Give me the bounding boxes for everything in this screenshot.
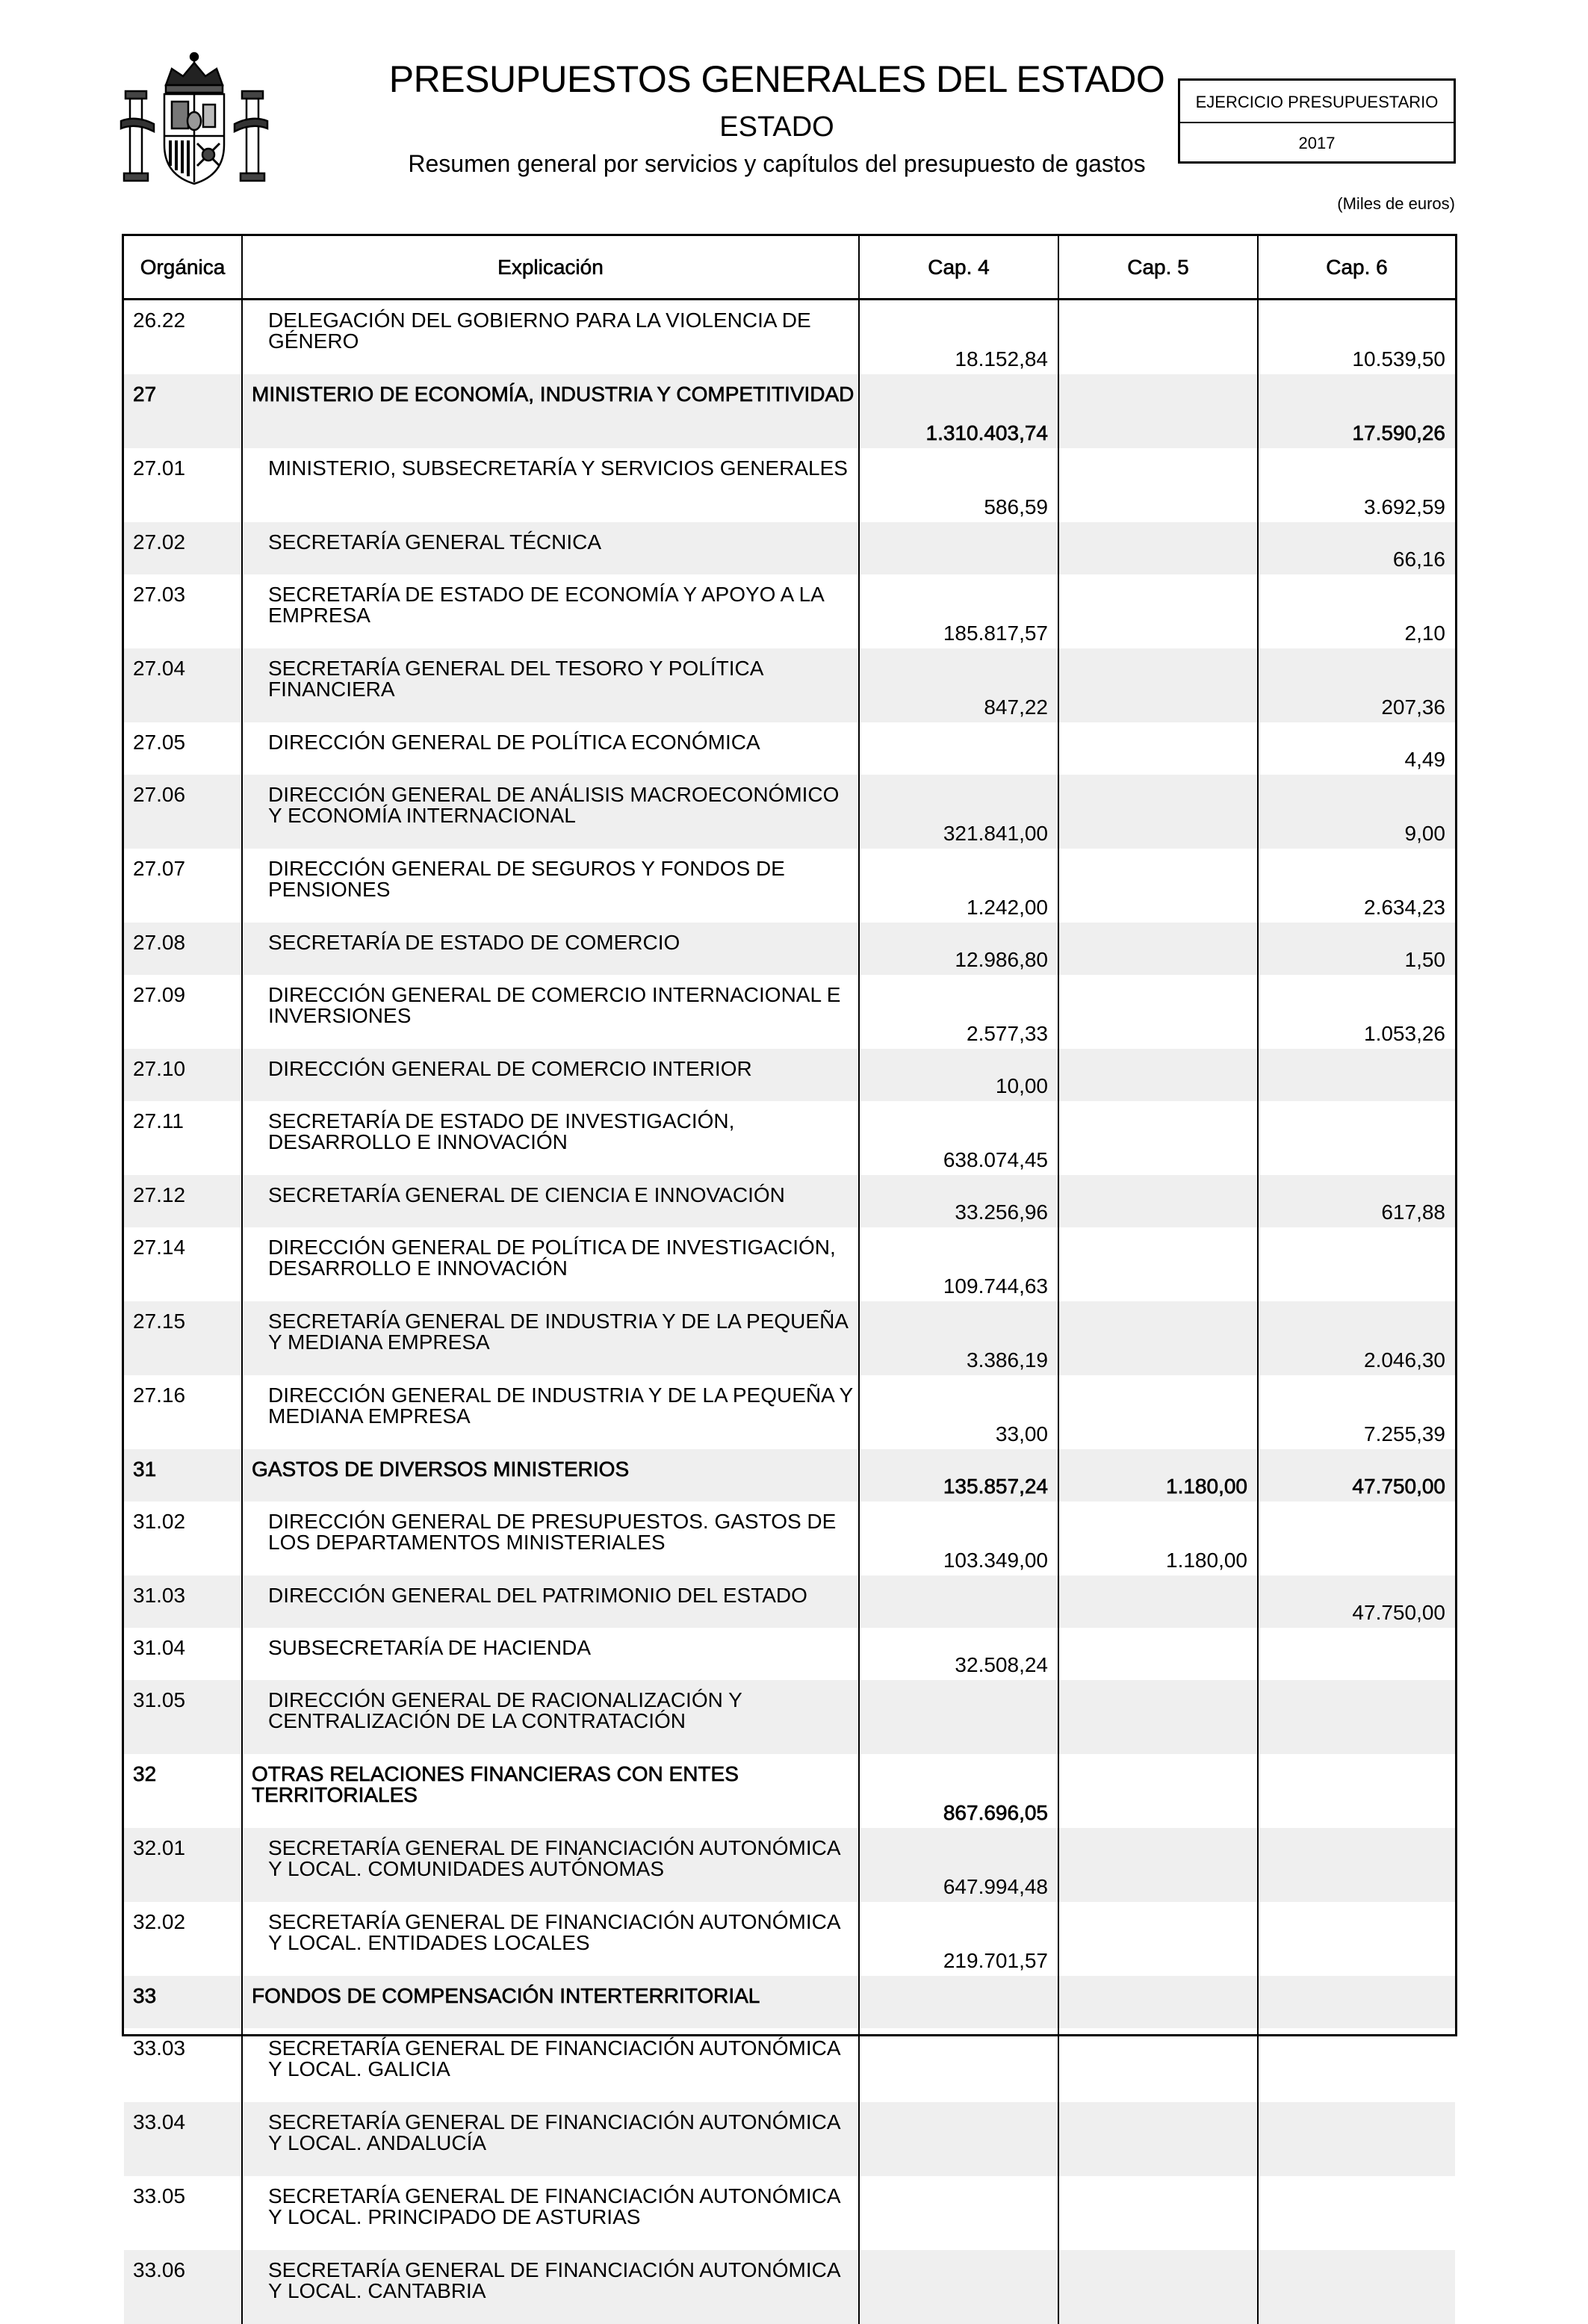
cell-organica: 27.02 [124,522,242,574]
cell-explicacion: SECRETARÍA GENERAL DE FINANCIACIÓN AUTONÓMICA Y LOCAL. ANDALUCÍA [242,2102,859,2176]
cell-cap6: 1,50 [1258,923,1455,975]
cell-cap4 [859,722,1058,775]
cell-cap4 [859,522,1058,574]
cell-cap4: 109.744,63 [859,1227,1058,1301]
cell-cap5 [1058,1754,1258,1828]
cell-cap4: 135.857,24 [859,1449,1058,1502]
table-row [124,2028,1455,2102]
cell-organica: 27.09 [124,975,242,1049]
cell-cap5 [1058,1828,1258,1902]
units-note: (Miles de euros) [1337,194,1455,214]
document-subtitle: Resumen general por servicios y capítulos del presupuesto de gastos [269,149,1285,178]
cell-cap6 [1258,1902,1455,1976]
cell-explicacion: SECRETARÍA GENERAL TÉCNICA [242,522,859,574]
table-row [124,574,1455,648]
cell-explicacion: DIRECCIÓN GENERAL DE ANÁLISIS MACROECONÓMICO Y ECONOMÍA INTERNACIONAL [242,775,859,849]
cell-explicacion: DIRECCIÓN GENERAL DE SEGUROS Y FONDOS DE PENSIONES [242,849,859,923]
cell-explicacion: SECRETARÍA DE ESTADO DE ECONOMÍA Y APOYO A LA EMPRESA [242,574,859,648]
cell-cap4: 103.349,00 [859,1502,1058,1575]
cell-cap5 [1058,849,1258,923]
cell-explicacion: DIRECCIÓN GENERAL DE COMERCIO INTERIOR [242,1049,859,1101]
cell-cap4 [859,2102,1058,2176]
cell-cap5: 1.180,00 [1058,1502,1258,1575]
cell-organica: 32.02 [124,1902,242,1976]
cell-organica: 27.01 [124,448,242,522]
cell-organica: 33 [124,1976,242,2028]
table-row [124,374,1455,448]
cell-cap5 [1058,574,1258,648]
table-row [124,1375,1455,1449]
cell-explicacion: DIRECCIÓN GENERAL DE COMERCIO INTERNACIONAL E INVERSIONES [242,975,859,1049]
table-row [124,2102,1455,2176]
cell-organica: 31.05 [124,1680,242,1754]
cell-explicacion: DIRECCIÓN GENERAL DE POLÍTICA DE INVESTIGACIÓN, DESARROLLO E INNOVACIÓN [242,1227,859,1301]
cell-cap5 [1058,2102,1258,2176]
table-row [124,2176,1455,2250]
table-row [124,1575,1455,1628]
cell-cap6: 207,36 [1258,648,1455,722]
cell-cap5 [1058,374,1258,448]
cell-cap4: 33,00 [859,1375,1058,1449]
cell-explicacion: SECRETARÍA GENERAL DE INDUSTRIA Y DE LA PEQUEÑA Y MEDIANA EMPRESA [242,1301,859,1375]
cell-cap4: 10,00 [859,1049,1058,1101]
table-row [124,1101,1455,1175]
cell-cap4 [859,2250,1058,2324]
table-row [124,1628,1455,1680]
cell-cap6: 2.046,30 [1258,1301,1455,1375]
cell-cap5 [1058,648,1258,722]
cell-explicacion: DIRECCIÓN GENERAL DE RACIONALIZACIÓN Y CENTRALIZACIÓN DE LA CONTRATACIÓN [242,1680,859,1754]
column-header-cap4: Cap. 4 [859,236,1058,300]
cell-explicacion: SECRETARÍA GENERAL DE FINANCIACIÓN AUTONÓMICA Y LOCAL. ENTIDADES LOCALES [242,1902,859,1976]
cell-organica: 27.15 [124,1301,242,1375]
cell-cap4: 2.577,33 [859,975,1058,1049]
cell-organica: 27.06 [124,775,242,849]
cell-cap6: 2.634,23 [1258,849,1455,923]
cell-cap6 [1258,1502,1455,1575]
cell-organica: 32 [124,1754,242,1828]
cell-organica: 31.03 [124,1575,242,1628]
cell-cap5 [1058,448,1258,522]
cell-explicacion: SECRETARÍA DE ESTADO DE COMERCIO [242,923,859,975]
cell-cap5 [1058,1049,1258,1101]
table-row [124,849,1455,923]
cell-cap6 [1258,1101,1455,1175]
table-row [124,448,1455,522]
cell-cap5 [1058,522,1258,574]
cell-explicacion: MINISTERIO, SUBSECRETARÍA Y SERVICIOS GENERALES [242,448,859,522]
budget-table-frame [122,234,1457,2036]
cell-cap4: 32.508,24 [859,1628,1058,1680]
cell-organica: 32.01 [124,1828,242,1902]
table-row [124,1227,1455,1301]
cell-cap6 [1258,2176,1455,2250]
cell-organica: 33.06 [124,2250,242,2324]
cell-cap5 [1058,1375,1258,1449]
column-header-cap5: Cap. 5 [1058,236,1258,300]
cell-cap6 [1258,1628,1455,1680]
column-header-explicacion: Explicación [242,236,859,300]
cell-cap4: 33.256,96 [859,1175,1058,1227]
cell-organica: 27.08 [124,923,242,975]
cell-cap4 [859,1680,1058,1754]
cell-organica: 33.05 [124,2176,242,2250]
cell-organica: 27.03 [124,574,242,648]
table-header-row [124,236,1455,300]
table-row [124,1680,1455,1754]
cell-cap5 [1058,1301,1258,1375]
cell-cap6 [1258,1754,1455,1828]
cell-explicacion: FONDOS DE COMPENSACIÓN INTERTERRITORIAL [242,1976,859,2028]
cell-cap6 [1258,2102,1455,2176]
table-row [124,1449,1455,1502]
cell-explicacion: DIRECCIÓN GENERAL DE PRESUPUESTOS. GASTOS DE LOS DEPARTAMENTOS MINISTERIALES [242,1502,859,1575]
cell-cap6: 17.590,26 [1258,374,1455,448]
table-row [124,1976,1455,2028]
cell-cap4: 185.817,57 [859,574,1058,648]
cell-cap6 [1258,1049,1455,1101]
cell-organica: 27.12 [124,1175,242,1227]
cell-cap4: 647.994,48 [859,1828,1058,1902]
cell-cap6: 9,00 [1258,775,1455,849]
cell-cap5 [1058,300,1258,375]
cell-cap6 [1258,1976,1455,2028]
cell-explicacion: GASTOS DE DIVERSOS MINISTERIOS [242,1449,859,1502]
cell-cap5 [1058,1575,1258,1628]
table-row [124,1902,1455,1976]
table-row [124,775,1455,849]
table-body [124,300,1455,2324]
fiscal-year-label: EJERCICIO PRESUPUESTARIO [1180,81,1454,123]
cell-cap4: 18.152,84 [859,300,1058,375]
cell-cap4: 1.310.403,74 [859,374,1058,448]
cell-explicacion: DIRECCIÓN GENERAL DE POLÍTICA ECONÓMICA [242,722,859,775]
cell-organica: 33.04 [124,2102,242,2176]
cell-cap5 [1058,775,1258,849]
column-header-organica: Orgánica [124,236,242,300]
cell-cap4: 847,22 [859,648,1058,722]
cell-cap5 [1058,1628,1258,1680]
cell-cap6: 1.053,26 [1258,975,1455,1049]
column-header-cap6: Cap. 6 [1258,236,1455,300]
cell-cap5 [1058,923,1258,975]
cell-organica: 27.05 [124,722,242,775]
cell-cap4 [859,2028,1058,2102]
cell-cap6 [1258,1680,1455,1754]
cell-explicacion: SECRETARÍA GENERAL DE FINANCIACIÓN AUTONÓMICA Y LOCAL. CANTABRIA [242,2250,859,2324]
cell-cap5 [1058,2176,1258,2250]
cell-cap4: 3.386,19 [859,1301,1058,1375]
cell-cap4: 321.841,00 [859,775,1058,849]
cell-explicacion: SUBSECRETARÍA DE HACIENDA [242,1628,859,1680]
cell-cap6: 3.692,59 [1258,448,1455,522]
table-row [124,1828,1455,1902]
cell-cap4: 1.242,00 [859,849,1058,923]
cell-cap5 [1058,2250,1258,2324]
cell-explicacion: DELEGACIÓN DEL GOBIERNO PARA LA VIOLENCIA DE GÉNERO [242,300,859,375]
cell-organica: 27.10 [124,1049,242,1101]
cell-cap6: 47.750,00 [1258,1449,1455,1502]
table-row [124,300,1455,375]
budget-table [124,236,1455,2324]
cell-cap5 [1058,722,1258,775]
cell-cap4: 867.696,05 [859,1754,1058,1828]
coat-of-arms-icon [120,46,269,196]
cell-explicacion: OTRAS RELACIONES FINANCIERAS CON ENTES TERRITORIALES [242,1754,859,1828]
cell-cap5 [1058,1680,1258,1754]
table-row [124,1754,1455,1828]
table-row [124,975,1455,1049]
cell-cap4: 12.986,80 [859,923,1058,975]
document-entity: ESTADO [269,111,1285,143]
cell-explicacion: SECRETARÍA GENERAL DE FINANCIACIÓN AUTONÓMICA Y LOCAL. GALICIA [242,2028,859,2102]
cell-organica: 31.02 [124,1502,242,1575]
cell-cap5 [1058,975,1258,1049]
cell-explicacion: DIRECCIÓN GENERAL DEL PATRIMONIO DEL ESTADO [242,1575,859,1628]
cell-cap6 [1258,1828,1455,1902]
table-row [124,1175,1455,1227]
cell-explicacion: SECRETARÍA GENERAL DE FINANCIACIÓN AUTONÓMICA Y LOCAL. COMUNIDADES AUTÓNOMAS [242,1828,859,1902]
cell-cap6 [1258,1227,1455,1301]
cell-organica: 31.04 [124,1628,242,1680]
cell-cap6: 7.255,39 [1258,1375,1455,1449]
cell-explicacion: DIRECCIÓN GENERAL DE INDUSTRIA Y DE LA PEQUEÑA Y MEDIANA EMPRESA [242,1375,859,1449]
cell-organica: 27.07 [124,849,242,923]
page-header [0,0,1588,239]
cell-organica: 27.16 [124,1375,242,1449]
cell-explicacion: SECRETARÍA GENERAL DEL TESORO Y POLÍTICA FINANCIERA [242,648,859,722]
cell-cap5 [1058,1227,1258,1301]
cell-organica: 26.22 [124,300,242,375]
cell-cap6: 47.750,00 [1258,1575,1455,1628]
cell-organica: 27.04 [124,648,242,722]
cell-cap4: 219.701,57 [859,1902,1058,1976]
table-row [124,1502,1455,1575]
fiscal-year-box [1178,78,1456,164]
cell-cap4 [859,2176,1058,2250]
cell-cap6 [1258,2028,1455,2102]
cell-organica: 27 [124,374,242,448]
cell-cap6: 66,16 [1258,522,1455,574]
cell-cap5 [1058,1976,1258,2028]
document-title: PRESUPUESTOS GENERALES DEL ESTADO [269,58,1285,100]
cell-organica: 33.03 [124,2028,242,2102]
cell-organica: 27.14 [124,1227,242,1301]
cell-cap6: 10.539,50 [1258,300,1455,375]
table-row [124,522,1455,574]
cell-cap6 [1258,2250,1455,2324]
cell-organica: 31 [124,1449,242,1502]
cell-cap4 [859,1976,1058,2028]
cell-cap4 [859,1575,1058,1628]
cell-cap6: 2,10 [1258,574,1455,648]
table-row [124,1049,1455,1101]
table-row [124,1301,1455,1375]
cell-explicacion: SECRETARÍA GENERAL DE CIENCIA E INNOVACIÓN [242,1175,859,1227]
cell-cap6: 617,88 [1258,1175,1455,1227]
cell-cap5 [1058,1175,1258,1227]
cell-cap4: 586,59 [859,448,1058,522]
cell-explicacion: SECRETARÍA GENERAL DE FINANCIACIÓN AUTONÓMICA Y LOCAL. PRINCIPADO DE ASTURIAS [242,2176,859,2250]
cell-cap5 [1058,1902,1258,1976]
cell-cap5 [1058,2028,1258,2102]
table-row [124,923,1455,975]
cell-explicacion: SECRETARÍA DE ESTADO DE INVESTIGACIÓN, DESARROLLO E INNOVACIÓN [242,1101,859,1175]
table-row [124,648,1455,722]
cell-cap5 [1058,1101,1258,1175]
table-row [124,722,1455,775]
cell-cap6: 4,49 [1258,722,1455,775]
table-row [124,2250,1455,2324]
fiscal-year-value: 2017 [1180,123,1454,164]
cell-cap4: 638.074,45 [859,1101,1058,1175]
cell-cap5: 1.180,00 [1058,1449,1258,1502]
cell-explicacion: MINISTERIO DE ECONOMÍA, INDUSTRIA Y COMPETITIVIDAD [242,374,859,448]
cell-organica: 27.11 [124,1101,242,1175]
